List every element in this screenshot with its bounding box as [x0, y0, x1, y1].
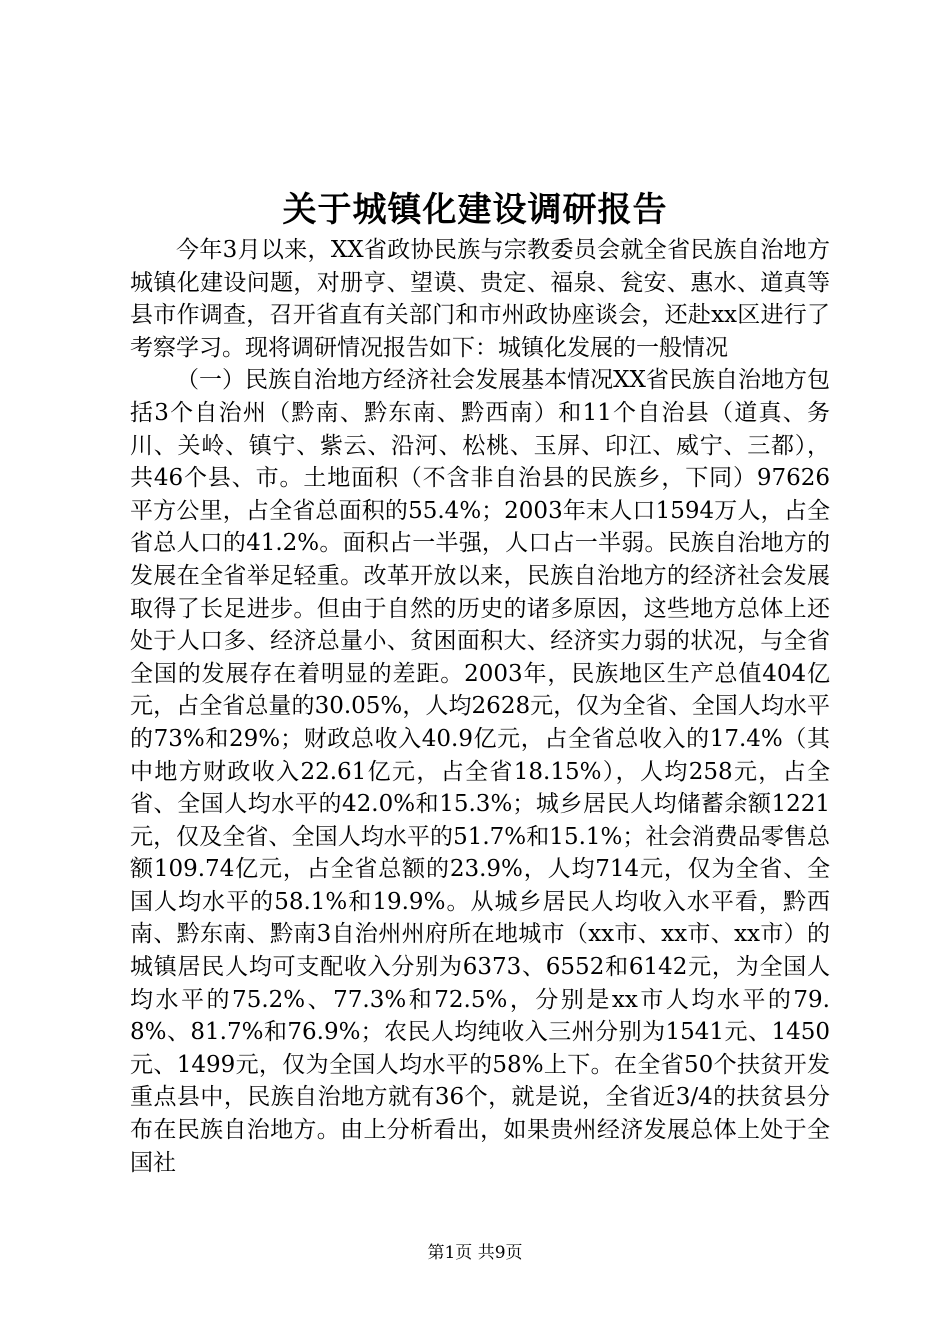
paragraph-section-1: （一）民族自治地方经济社会发展基本情况XX省民族自治地方包括3个自治州（黔南、黔东南、黔西南）和11个自治县（道真、务川、关岭、镇宁、紫云、沿河、松桃、玉屏、印江、威宁、三都），共46个县、市。土地面积（不含非自治县的民族乡，下同）97626平方公里，占全省总面积的55.4%；2003年末人口1594万人，占全省总人口的41.2%。面积占一半强，人口占一半弱。民族自治地方的发展在全省举足轻重。改革开放以来，民族自治地方的经济社会发展取得了长足进步。但由于自然的历史的诸多原因，这些地方总体上还处于人口多、经济总量小、贫困面积大、经济实力弱的状况，与全省全国的发展存在着明显的差距。2003年，民族地区生产总值404亿元，占全省总量的30.05%，人均2628元，仅为全省、全国人均水平的73%和29%；财政总收入40.9亿元，占全省总收入的17.4%（其中地方财政收入22.61亿元，占全省18.15%），人均258元，占全省、全国人均水平的42.0%和15.3%；城乡居民人均储蓄余额1221元，仅及全省、全国人均水平的51.7%和15.1%；社会消费品零售总额109.74亿元，占全省总额的23.9%，人均714元，仅为全省、全国人均水平的58.1%和19.9%。从城乡居民人均收入水平看，黔西南、黔东南、黔南3自治州州府所在地城市（xx市、xx市、xx市）的城镇居民人均可支配收入分别为6373、6552和6142元，为全国人均水平的75.2%、77.3%和72.5%，分别是xx市人均水平的79.8%、81.7%和76.9%；农民人均纯收入三州分别为1541元、1450元、1499元，仅为全国人均水平的58%上下。在全省50个扶贫开发重点县中，民族自治地方就有36个，就是说，全省近3/4的扶贫县分布在民族自治地方。由上分析看出，如果贵州经济发展总体上处于全国社 [130, 367, 830, 1176]
paragraph-intro: 今年3月以来，XX省政协民族与宗教委员会就全省民族自治地方城镇化建设问题，对册亨、望谟、贵定、福泉、瓮安、惠水、道真等县市作调查，召开省直有关部门和市州政协座谈会，还赴xx区进行了考察学习。现将调研情况报告如下：城镇化发展的一般情况 [130, 237, 830, 361]
page-footer: 第1页 共9页 [427, 1243, 523, 1263]
document-body [130, 234, 830, 1179]
document-title: 关于城镇化建设调研报告 [282, 190, 668, 230]
